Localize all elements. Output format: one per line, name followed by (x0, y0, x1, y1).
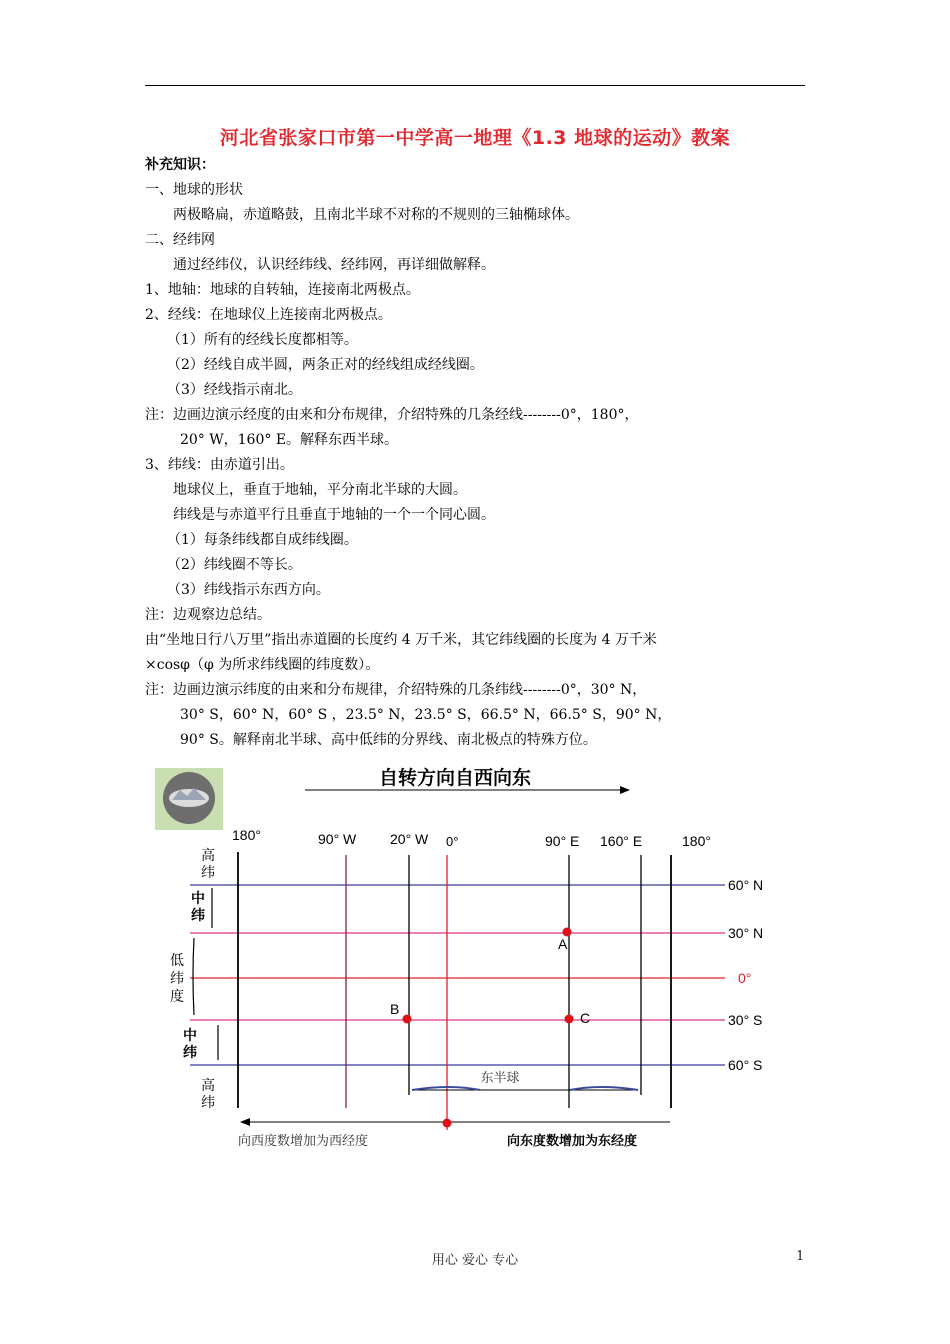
text-line: （2）纬线圈不等长。 (167, 557, 302, 573)
text-line: 2、经线：在地球仪上连接南北两极点。 (145, 307, 392, 323)
figure-heading: 自转方向自西向东 (378, 767, 532, 789)
text-line: 由“坐地日行八万里”指出赤道圈的长度约 4 万千米，其它纬线圈的长度为 4 万千米 (145, 632, 657, 648)
text-line: （2）经线自成半圆，两条正对的经线组成经线圈。 (167, 357, 484, 373)
point-b-marker (403, 1015, 412, 1024)
document-body (145, 153, 815, 753)
lon-label: 180° (682, 833, 711, 849)
bracket-low (193, 938, 194, 1015)
text-line: 20° W，160° E。解释东西半球。 (180, 432, 399, 448)
text-line: 纬线是与赤道平行且垂直于地轴的一个一个同心圆。 (173, 507, 495, 523)
lon-label: 180° (232, 827, 261, 843)
text-line: 注：边画边演示纬度的由来和分布规律，介绍特殊的几条纬线--------0°，30° N， (145, 682, 647, 698)
text-line: 注：边观察边总结。 (145, 607, 271, 623)
text-line: 90° S。解释南北半球、高中低纬的分界线、南北极点的特殊方位。 (180, 732, 597, 748)
text-line: （3）经线指示南北。 (167, 382, 302, 398)
footer-text: 用心 爱心 专心 (431, 1253, 519, 1268)
text-line: 一、地球的形状 (145, 182, 243, 198)
text-line: 30° S，60° N，60° S ，23.5° N，23.5° S，66.5° N，66.5° S，90° N， (180, 707, 672, 723)
lat-label: 60° N (728, 877, 764, 893)
point-c-label: C (580, 1010, 591, 1026)
lon-label: 0° (446, 834, 459, 849)
text-line: （1）每条纬线都自成纬线圈。 (167, 532, 358, 548)
lat-label: 0° (738, 970, 752, 986)
text-line: 地球仪上，垂直于地轴，平分南北半球的大圆。 (173, 482, 467, 498)
text-line: （3）纬线指示东西方向。 (167, 582, 330, 598)
header-rule (145, 85, 805, 86)
text-line: 两极略扁，赤道略鼓，且南北半球不对称的不规则的三轴椭球体。 (173, 207, 579, 223)
point-c-marker (565, 1015, 574, 1024)
zone-low: 低纬度 (170, 952, 184, 1004)
text-line: 3、纬线：由赤道引出。 (145, 457, 294, 473)
point-a-label: A (558, 936, 568, 952)
lon-label: 20° W (390, 831, 429, 847)
lat-label: 30° S (728, 1012, 763, 1028)
zone-high-north: 高纬 (201, 847, 215, 880)
text-line: 补充知识： (145, 157, 215, 173)
lat-label: 30° N (728, 925, 764, 941)
text-line: （1）所有的经线长度都相等。 (167, 332, 358, 348)
globe-thumbnail-icon (155, 768, 223, 830)
origin-marker (443, 1119, 452, 1128)
lon-label: 90° W (318, 831, 357, 847)
page-number: 1 (796, 1249, 805, 1264)
zone-mid-north: 中纬 (191, 890, 205, 923)
lon-label: 160° E (600, 833, 643, 849)
east-longitude-note: 向东度数增加为东经度 (507, 1133, 638, 1148)
point-b-label: B (390, 1001, 400, 1017)
west-longitude-note: 向西度数增加为西经度 (238, 1133, 369, 1148)
lon-label: 90° E (545, 833, 580, 849)
lat-label: 60° S (728, 1057, 763, 1073)
text-line: 通过经纬仪，认识经纬线、经纬网，再详细做解释。 (173, 257, 495, 273)
east-hemisphere-label: 东半球 (480, 1070, 520, 1085)
zone-high-south: 高纬 (201, 1077, 215, 1110)
text-line: 二、经纬网 (145, 232, 215, 248)
text-line: 1、地轴：地球的自转轴，连接南北两极点。 (145, 282, 420, 298)
graticule-figure (150, 760, 790, 1150)
text-line: ×cosφ（φ 为所求纬线圈的纬度数）。 (145, 657, 380, 673)
zone-mid-south: 中纬 (183, 1027, 197, 1060)
page-title: 河北省张家口市第一中学高一地理《1.3 地球的运动》教案 (219, 127, 731, 149)
text-line: 注：边画边演示经度的由来和分布规律，介绍特殊的几条经线--------0°，180°， (145, 407, 639, 423)
